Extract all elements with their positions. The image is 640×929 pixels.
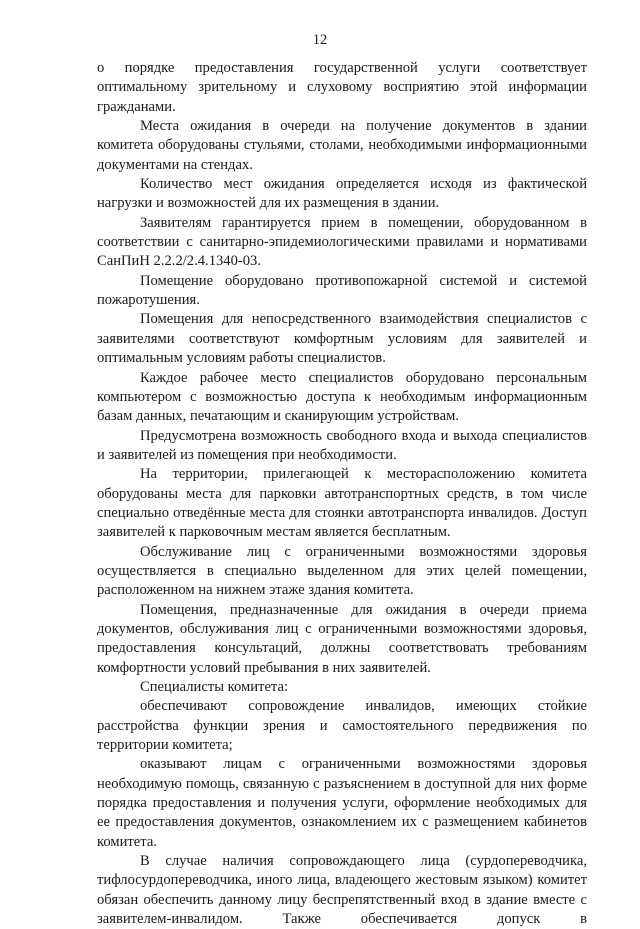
page-number: 12	[312, 32, 328, 48]
paragraph: Предусмотрена возможность свободного входа и выхода специалистов и заявителей из помещения при необходимости.	[97, 427, 587, 463]
paragraph: обеспечивают сопровождение инвалидов, имеющих стойкие расстройства функции зрения и самостоятельного передвижения по территории комитета;	[97, 698, 587, 754]
paragraph: о порядке предоставления государственной услуги соответствует оптимальному зрительному и слуховому восприятию этой информации гражданами.	[97, 60, 587, 115]
document-body	[97, 59, 587, 929]
paragraph: В случае наличия сопровождающего лица (сурдопереводчика, тифлосурдопереводчика, иного лица, владеющего жестовым языком) комитет обязан обеспечить данному лицу беспрепятственный вход в здание вместе с заявителем-инвалидом. Также обеспечивается допуск в	[97, 853, 587, 928]
paragraph: Помещения для непосредственного взаимодействия специалистов с заявителями соответствуют комфортным условиям для заявителей и оптимальным условиям работы специалистов.	[97, 311, 587, 367]
paragraph: Каждое рабочее место специалистов оборудовано персональным компьютером с возможностью доступа к необходимым информационным базам данных, печатающим и сканирующим устройствам.	[97, 369, 587, 425]
paragraph: Помещения, предназначенные для ожидания в очереди приема документов, обслуживания лиц с ограниченными возможностями здоровья, предоставления консультаций, должны соответствовать требованиям комфортности условий пребывания в них заявителей.	[97, 601, 587, 676]
paragraph: Обслуживание лиц с ограниченными возможностями здоровья осуществляется в специально выделенном для этих целей помещении, расположенном на нижнем этаже здания комитета.	[97, 543, 587, 599]
paragraph: Места ожидания в очереди на получение документов в здании комитета оборудованы стульями, столами, необходимыми информационными документами на стендах.	[97, 118, 587, 173]
paragraph: Специалисты комитета:	[140, 679, 289, 695]
paragraph: Заявителям гарантируется прием в помещении, оборудованном в соответствии с санитарно-эпидемиологическими правилами и нормативами СанПиН 2.2.2/2.4.1340-03.	[97, 214, 587, 270]
paragraph: На территории, прилегающей к месторасположению комитета оборудованы места для парковки автотранспортных средств, в том числе специально отведённые места для стоянки автотранспорта инвалидов. Доступ заявителей к парковочным местам является бесплатным.	[97, 466, 587, 541]
paragraph: Помещение оборудовано противопожарной системой и системой пожаротушения.	[97, 272, 587, 309]
paragraph: оказывают лицам с ограниченными возможностями здоровья необходимую помощь, связанную с разъяснением в доступной для них форме порядка предоставления и получения услуги, оформление необходимых для ее предоставления документов, ознакомлением их с размещением кабинетов комитета.	[97, 756, 587, 850]
paragraph: Количество мест ожидания определяется исходя из фактической нагрузки и возможностей для их размещения в здании.	[97, 176, 587, 212]
